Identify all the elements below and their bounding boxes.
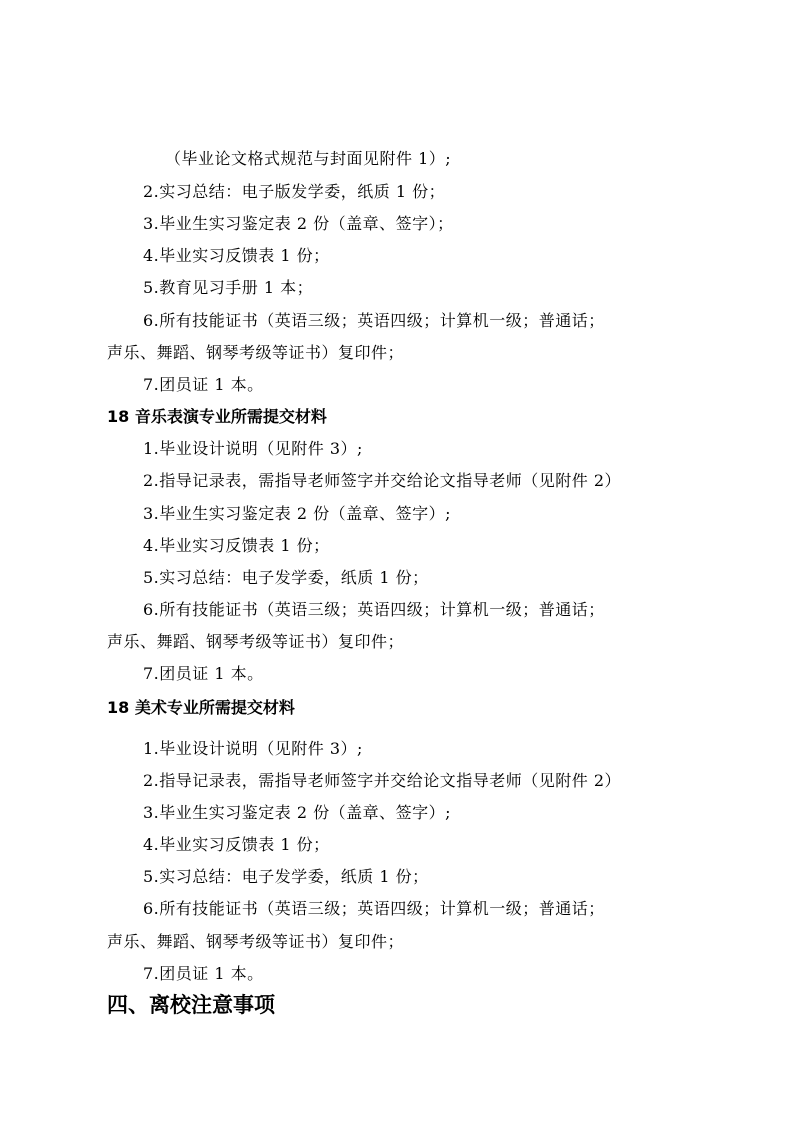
- s1-item-6: 6.所有技能证书（英语三级；英语四级；计算机一级；普通话；: [143, 311, 605, 330]
- s3-item-2: 2.指导记录表，需指导老师签字并交给论文指导老师（见附件 2）: [143, 771, 622, 790]
- s1-item-6-cont: 声乐、舞蹈、钢琴考级等证书）复印件；: [107, 343, 405, 362]
- s3-item-3: 3.毕业生实习鉴定表 2 份（盖章、签字）;: [143, 803, 452, 822]
- s2-item-3: 3.毕业生实习鉴定表 2 份（盖章、签字）;: [143, 504, 452, 523]
- s2-item-6: 6.所有技能证书（英语三级；英语四级；计算机一级；普通话；: [143, 600, 605, 619]
- section-4-heading: 四、离校注意事项: [107, 993, 275, 1017]
- s2-item-7: 7.团员证 1 本。: [143, 664, 264, 683]
- s1-line-attachment-note: （毕业论文格式规范与封面见附件 1）;: [165, 149, 452, 168]
- s1-item-2: 2.实习总结：电子版发学委，纸质 1 份；: [143, 182, 446, 201]
- s3-item-4: 4.毕业实习反馈表 1 份；: [143, 835, 330, 854]
- s2-item-5: 5.实习总结：电子发学委，纸质 1 份；: [143, 568, 429, 587]
- music-section-heading: 18 音乐表演专业所需提交材料: [107, 407, 327, 426]
- s3-item-5: 5.实习总结：电子发学委，纸质 1 份；: [143, 867, 429, 886]
- s1-item-5: 5.教育见习手册 1 本；: [143, 278, 314, 297]
- s2-item-6-cont: 声乐、舞蹈、钢琴考级等证书）复印件；: [107, 632, 405, 651]
- s3-item-1: 1.毕业设计说明（见附件 3）;: [143, 739, 363, 758]
- s1-item-3: 3.毕业生实习鉴定表 2 份（盖章、签字）；: [143, 214, 454, 233]
- s2-item-4: 4.毕业实习反馈表 1 份；: [143, 536, 330, 555]
- s3-item-7: 7.团员证 1 本。: [143, 964, 264, 983]
- s2-item-1: 1.毕业设计说明（见附件 3）;: [143, 439, 363, 458]
- s1-item-4: 4.毕业实习反馈表 1 份；: [143, 246, 330, 265]
- s3-item-6: 6.所有技能证书（英语三级；英语四级；计算机一级；普通话；: [143, 899, 605, 918]
- art-section-heading: 18 美术专业所需提交材料: [107, 698, 295, 717]
- s1-item-7: 7.团员证 1 本。: [143, 375, 264, 394]
- s2-item-2: 2.指导记录表，需指导老师签字并交给论文指导老师（见附件 2）: [143, 471, 622, 490]
- s3-item-6-cont: 声乐、舞蹈、钢琴考级等证书）复印件；: [107, 932, 405, 951]
